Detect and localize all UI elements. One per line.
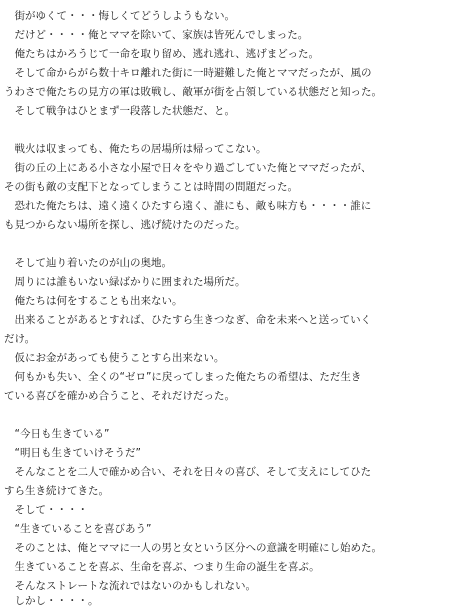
- text-line: そして辿り着いたのが山の奥地。: [4, 257, 172, 269]
- text-line: だけ。: [4, 333, 36, 345]
- text-line: そんなストレートな流れではないのかもしれない。: [4, 580, 256, 592]
- text-line: そんなことを二人で確かめ合い、それを日々の喜び、そして支えにしてひた: [4, 466, 372, 478]
- blank-line: [4, 121, 456, 140]
- text-line: すら生き続けてきた。: [4, 485, 109, 497]
- text-line: 街がゆくて・・・悔しくてどうしようもない。: [4, 10, 235, 22]
- text-line: ている喜びを確かめ合うこと、それだけだった。: [4, 390, 235, 402]
- text-line: そのことは、俺とママに一人の男と女という区分への意識を明確にし始めた。: [4, 542, 382, 554]
- text-line: 戦火は収まっても、俺たちの居場所は帰ってこない。: [4, 143, 267, 155]
- text-line: 恐れた俺たちは、遠く遠くひたすら遠く、誰にも、敵も味方も・・・・誰に: [4, 200, 372, 212]
- text-line: うわさで俺たちの見方の軍は敗戦し、敵軍が街を占領している状態だと知った。: [4, 86, 382, 98]
- text-line: その街も敵の支配下となってしまうことは時間の問題だった。: [4, 181, 298, 193]
- text-line: そして・・・・: [4, 504, 88, 516]
- text-line: 出来ることがあるとすれば、ひたすら生きつなぎ、命を未来へと送っていく: [4, 314, 372, 326]
- text-line: 街の丘の上にある小さな小屋で日々をやり過ごしていた俺とママだったが、: [4, 162, 372, 174]
- text-line: “今日も生きている”: [4, 428, 110, 440]
- text-line: そして命からがら数十キロ離れた街に一時避難した俺とママだったが、風の: [4, 67, 372, 79]
- text-line: そして戦争はひとまず一段落した状態だ、と。: [4, 105, 235, 117]
- text-line: “明日も生きていけそうだ”: [4, 447, 141, 459]
- text-line: 周りには誰もいない緑ばかりに囲まれた場所だ。: [4, 276, 246, 288]
- text-line: 俺たちは何をすることも出来ない。: [4, 295, 183, 307]
- text-line: 俺たちはかろうじて一命を取り留め、逃れ逃れ、逃げまどった。: [4, 48, 319, 60]
- blank-line: [4, 235, 456, 254]
- text-line: しかし・・・・。: [4, 595, 99, 607]
- blank-line: [4, 406, 456, 425]
- text-line: 仮にお金があっても使うことすら出来ない。: [4, 352, 225, 364]
- text-line: も見つからない場所を探し、逃げ続けたのだった。: [4, 219, 246, 231]
- text-line: 何もかも失い、全くの“ゼロ”に戻ってしまった俺たちの希望は、ただ生き: [4, 371, 362, 383]
- text-line: 生きていることを喜ぶ、生命を喜ぶ、つまり生命の誕生を喜ぶ。: [4, 561, 320, 573]
- text-line: “生きていることを喜びあう”: [4, 523, 152, 535]
- text-line: だけど・・・・俺とママを除いて、家族は皆死んでしまった。: [4, 29, 309, 41]
